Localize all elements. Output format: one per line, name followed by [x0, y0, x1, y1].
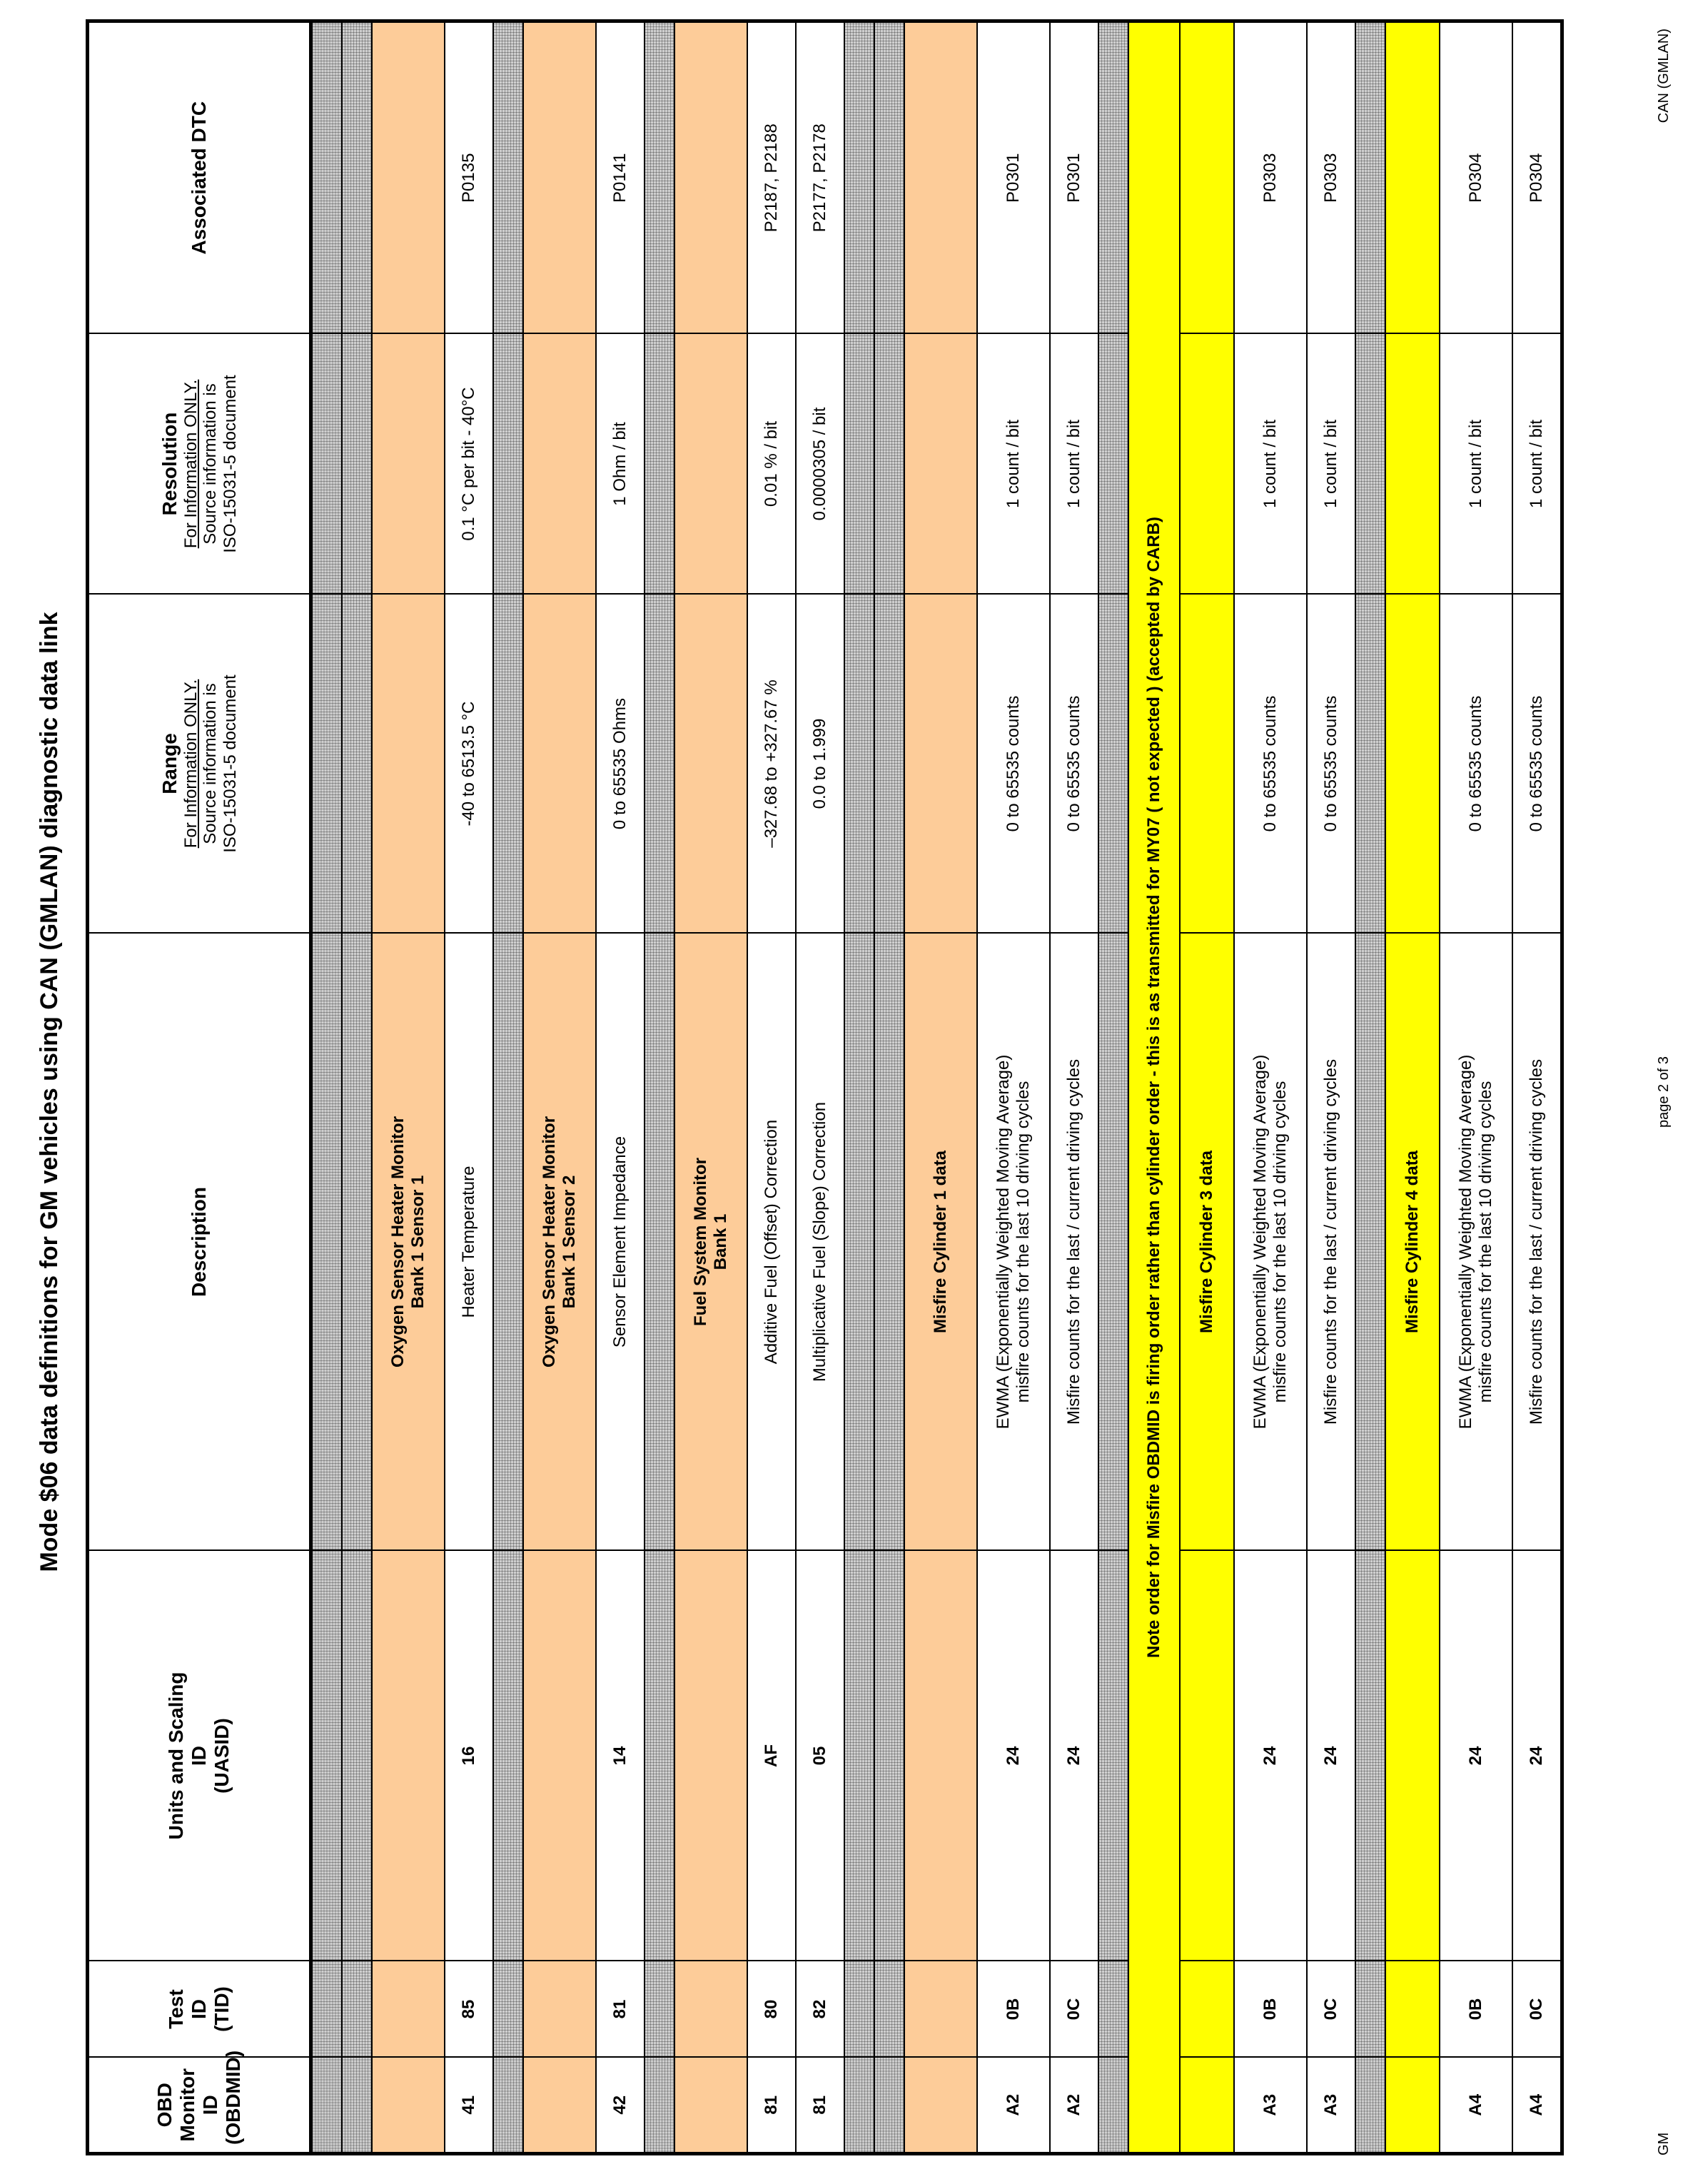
table-row: 81 80 AF Additive Fuel (Offset) Correction –327.68 to +327.67 % 0.01 % / bit P2187, P2188	[747, 21, 796, 2154]
header-uasid: Units and Scaling ID (UASID)	[88, 1551, 311, 1961]
header-description: Description	[88, 934, 311, 1551]
separator-row	[342, 21, 372, 2154]
table-row: A3 0B 24 EWMA (Exponentially Weighted Moving Average) misfire counts for the last 10 driving cycles 0 to 65535 counts 1 count / bit P0303	[1234, 21, 1307, 2154]
table-row: A4 0C 24 Misfire counts for the last / current driving cycles 0 to 65535 counts 1 count / bit P0304	[1512, 21, 1562, 2154]
footer-page-number: page 2 of 3	[1656, 1056, 1672, 1128]
table-row: A4 0B 24 EWMA (Exponentially Weighted Moving Average) misfire counts for the last 10 driving cycles 0 to 65535 counts 1 count / bit P0304	[1440, 21, 1512, 2154]
separator-row	[1098, 21, 1128, 2154]
table-row: 42 81 14 Sensor Element Impedance 0 to 65535 Ohms 1 Ohm / bit P0141	[596, 21, 645, 2154]
separator-row	[1355, 21, 1385, 2154]
footer-left: GM	[1656, 2132, 1672, 2155]
document-title: Mode $06 data definitions for GM vehicles using CAN (GMLAN) diagnostic data link	[36, 612, 63, 1572]
separator-row	[874, 21, 904, 2154]
table-row: 81 82 05 Multiplicative Fuel (Slope) Correction 0.0 to 1.999 0.0000305 / bit P2177, P2178	[796, 21, 844, 2154]
header-associated-dtc: Associated DTC	[88, 21, 311, 334]
section-row-o2-heater-b1s1: Oxygen Sensor Heater Monitor Bank 1 Sensor 1	[372, 21, 445, 2154]
header-resolution: Resolution For Information ONLY. Source information is ISO-15031-5 document	[88, 334, 311, 595]
mode06-definitions-table	[86, 19, 1564, 2155]
section-row-fuel-system: Fuel System Monitor Bank 1	[674, 21, 747, 2154]
firing-order-note-row: Note order for Misfire OBDMID is firing order rather than cylinder order - this is as transmitted for MY07 ( not expected ) (accepted by CARB)	[1128, 21, 1180, 2154]
footer-right: CAN (GMLAN)	[1656, 29, 1672, 123]
separator-row	[311, 21, 343, 2154]
table-row: A3 0C 24 Misfire counts for the last / current driving cycles 0 to 65535 counts 1 count / bit P0303	[1307, 21, 1355, 2154]
header-tid: Test ID (TID)	[88, 1961, 311, 2058]
separator-row	[645, 21, 674, 2154]
section-row-misfire-cyl3: Misfire Cylinder 3 data	[1180, 21, 1234, 2154]
table-row: A2 0C 24 Misfire counts for the last / current driving cycles 0 to 65535 counts 1 count / bit P0301	[1050, 21, 1098, 2154]
table-row: 41 85 16 Heater Temperature -40 to 6513.5 °C 0.1 °C per bit - 40°C P0135	[445, 21, 493, 2154]
header-row	[88, 21, 311, 2154]
header-obdmid: OBD Monitor ID (OBDMID)	[88, 2058, 311, 2154]
table-row: A2 0B 24 EWMA (Exponentially Weighted Moving Average) misfire counts for the last 10 driving cycles 0 to 65535 counts 1 count / bit P0301	[977, 21, 1050, 2154]
separator-row	[844, 21, 874, 2154]
section-row-misfire-cyl1: Misfire Cylinder 1 data	[904, 21, 977, 2154]
section-row-o2-heater-b1s2: Oxygen Sensor Heater Monitor Bank 1 Sensor 2	[523, 21, 596, 2154]
section-row-misfire-cyl4: Misfire Cylinder 4 data	[1385, 21, 1440, 2154]
separator-row	[493, 21, 523, 2154]
header-range: Range For Information ONLY. Source information is ISO-15031-5 document	[88, 595, 311, 934]
